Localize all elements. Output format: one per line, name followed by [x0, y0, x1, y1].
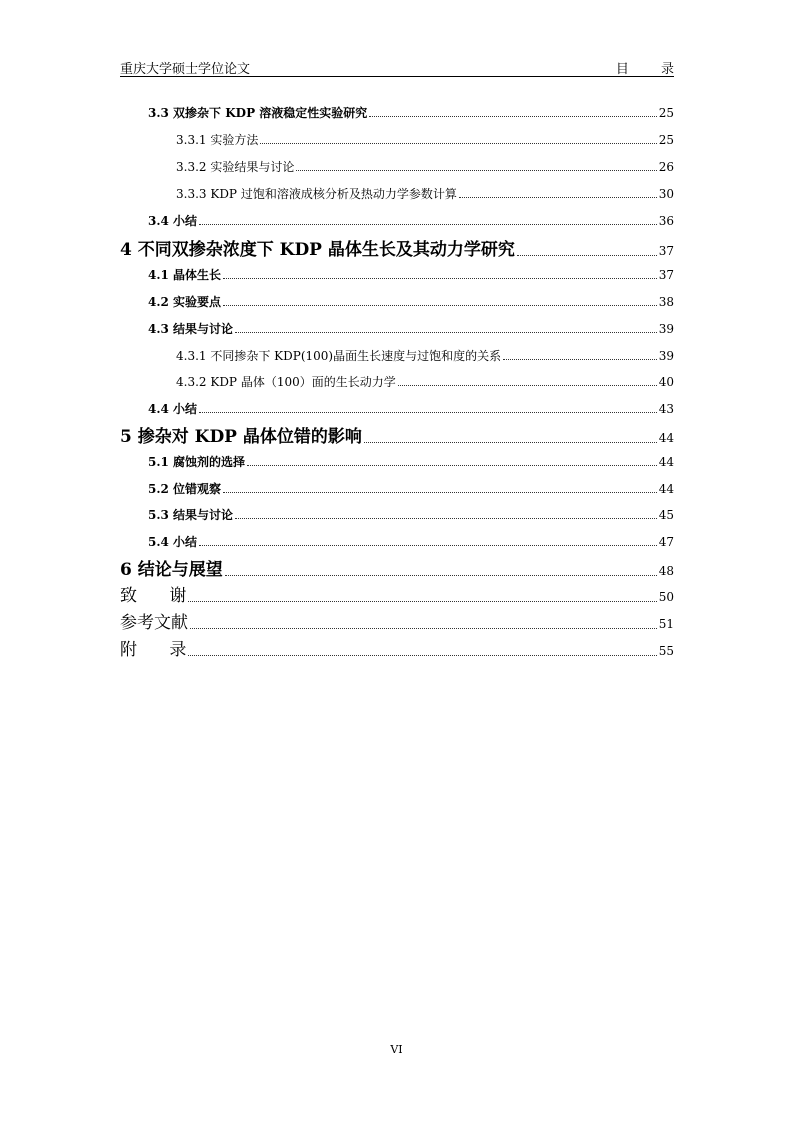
toc-entry[interactable]	[176, 373, 674, 390]
toc-leader	[398, 385, 657, 386]
toc-entry-title: 5.4 小结	[148, 535, 198, 549]
page-header	[120, 56, 688, 77]
toc-entry[interactable]	[148, 533, 674, 550]
toc-chapter-entry[interactable]	[120, 635, 674, 660]
toc-entry-title: 4.3.1 不同掺杂下 KDP(100)晶面生长速度与过饱和度的关系	[176, 349, 502, 363]
toc-entry-title: 致 谢	[120, 586, 187, 606]
toc-entry[interactable]	[148, 293, 674, 310]
toc-leader	[223, 492, 657, 493]
toc-leader	[223, 305, 657, 306]
toc-entry-title: 4.3 结果与讨论	[148, 322, 234, 336]
toc-entry-title: 3.3 双掺杂下 KDP 溶液稳定性实验研究	[148, 106, 368, 120]
toc-entry[interactable]	[176, 185, 674, 202]
toc-entry-page: 48	[658, 564, 674, 578]
toc-entry-page: 37	[658, 244, 674, 258]
toc-entry-page: 39	[658, 349, 674, 363]
toc-entry-title: 4.4 小结	[148, 402, 198, 416]
toc-entry[interactable]	[148, 212, 674, 229]
toc-entry-title: 5.3 结果与讨论	[148, 508, 234, 522]
toc-entry[interactable]	[176, 347, 674, 364]
toc-leader	[199, 545, 657, 546]
toc-entry-page: 26	[658, 160, 674, 174]
toc-entry[interactable]	[148, 320, 674, 337]
toc-entry-page: 50	[658, 590, 674, 604]
toc-entry[interactable]	[148, 266, 674, 283]
toc-leader	[199, 224, 657, 225]
toc-entry-page: 47	[658, 535, 674, 549]
toc-chapter-entry[interactable]	[120, 422, 674, 447]
toc-entry-title: 5.2 位错观察	[148, 482, 222, 496]
toc-leader	[260, 143, 656, 144]
toc-entry[interactable]	[148, 480, 674, 497]
toc-entry-page: 43	[658, 402, 674, 416]
toc-entry-page: 36	[658, 214, 674, 228]
header-thesis-title: 重庆大学硕士学位论文	[120, 62, 251, 77]
toc-entry-title: 3.3.3 KDP 过饱和溶液成核分析及热动力学参数计算	[176, 187, 457, 201]
toc-entry-title: 参考文献	[120, 613, 188, 633]
toc-entry-title: 附 录	[120, 640, 187, 660]
toc-leader	[199, 412, 657, 413]
toc-entry-page: 37	[658, 268, 674, 282]
toc-leader	[190, 628, 657, 629]
toc-chapter-entry[interactable]	[120, 608, 674, 633]
toc-entry-page: 44	[658, 455, 674, 469]
toc-entry-title: 4.2 实验要点	[148, 295, 222, 309]
toc-leader	[235, 518, 657, 519]
toc-entry-title: 5 掺杂对 KDP 晶体位错的影响	[120, 427, 362, 447]
toc-leader	[369, 116, 656, 117]
toc-entry-page: 44	[658, 482, 674, 496]
toc-entry-page: 51	[658, 617, 674, 631]
toc-entry[interactable]	[148, 453, 674, 470]
toc-entry-title: 4 不同双掺杂浓度下 KDP 晶体生长及其动力学研究	[120, 240, 515, 260]
toc-entry[interactable]	[176, 131, 674, 148]
toc-leader	[188, 601, 656, 602]
toc-entry-page: 40	[658, 375, 674, 389]
toc-chapter-entry[interactable]	[120, 555, 674, 580]
toc-entry-page: 38	[658, 295, 674, 309]
toc-chapter-entry[interactable]	[120, 235, 674, 260]
toc-leader	[517, 255, 657, 256]
toc-leader	[503, 359, 657, 360]
toc-entry-title: 3.4 小结	[148, 214, 198, 228]
toc-leader	[296, 170, 656, 171]
toc-entry[interactable]	[148, 400, 674, 417]
toc-leader	[225, 575, 657, 576]
toc-entry-page: 44	[658, 431, 674, 445]
toc-entry-page: 25	[658, 106, 674, 120]
toc-entry[interactable]	[176, 158, 674, 175]
toc-entry-title: 5.1 腐蚀剂的选择	[148, 455, 246, 469]
toc-entry-title: 6 结论与展望	[120, 560, 223, 580]
toc-chapter-entry[interactable]	[120, 581, 674, 606]
toc-entry[interactable]	[148, 506, 674, 523]
toc-entry-page: 45	[658, 508, 674, 522]
toc-leader	[247, 465, 657, 466]
toc-entry-page: 39	[658, 322, 674, 336]
toc-entry-page: 55	[658, 644, 674, 658]
toc-entry-title: 3.3.1 实验方法	[176, 133, 259, 147]
toc-leader	[235, 332, 657, 333]
toc-leader	[223, 278, 657, 279]
toc-entry-title: 3.3.2 实验结果与讨论	[176, 160, 295, 174]
toc-entry-title: 4.1 晶体生长	[148, 268, 222, 282]
toc-entry-page: 30	[658, 187, 674, 201]
page-number: VI	[390, 1043, 403, 1056]
toc-entry-page: 25	[658, 133, 674, 147]
header-section-title: 目 录	[615, 62, 688, 77]
toc-entry[interactable]	[148, 104, 674, 121]
toc-leader	[364, 442, 657, 443]
toc-entry-title: 4.3.2 KDP 晶体（100）面的生长动力学	[176, 375, 396, 389]
toc-leader	[188, 655, 656, 656]
toc-leader	[459, 197, 657, 198]
